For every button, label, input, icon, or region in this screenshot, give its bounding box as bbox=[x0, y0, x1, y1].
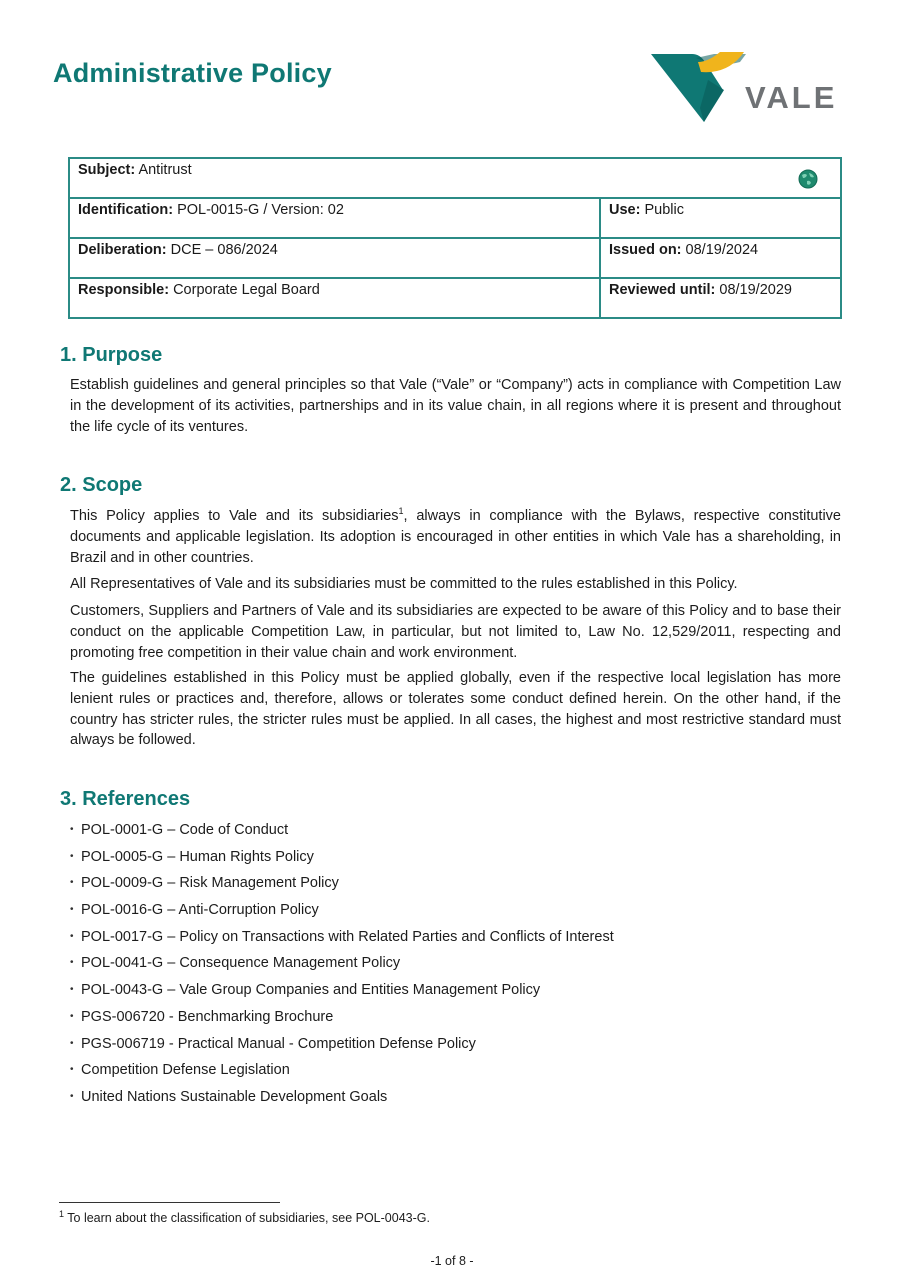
globe-icon bbox=[798, 169, 818, 189]
use-value: Public bbox=[644, 202, 684, 218]
footnote-divider bbox=[59, 1202, 280, 1203]
table-row bbox=[69, 158, 841, 198]
use-label: Use: bbox=[609, 202, 641, 218]
reviewed-value: 08/19/2029 bbox=[719, 282, 792, 298]
footnote-mark: 1 bbox=[59, 1208, 65, 1219]
use-cell bbox=[600, 198, 841, 238]
purpose-paragraph: Establish guidelines and general principles so that Vale (“Vale” or “Company”) acts in compliance with Competition Law in the development of its activities, partnerships and in its value chain, in all regions where it is present and throughout the life cycle of its ventures. bbox=[70, 377, 841, 435]
list-item: • POL-0001-G – Code of Conduct bbox=[70, 820, 614, 847]
references-heading: 3. References bbox=[60, 788, 191, 810]
scope-heading: 2. Scope bbox=[60, 474, 143, 496]
scope-paragraph-1 bbox=[70, 506, 841, 568]
list-item: • Competition Defense Legislation bbox=[70, 1060, 614, 1087]
identification-label: Identification: bbox=[78, 202, 174, 218]
scope-paragraph-2: All Representatives of Vale and its subsidiaries must be committed to the rules established in this Policy. bbox=[70, 576, 738, 592]
list-item: • POL-0009-G – Risk Management Policy bbox=[70, 873, 614, 900]
scope-p1-start: This Policy applies to Vale and its subsidiaries bbox=[70, 508, 399, 524]
table-row bbox=[69, 278, 841, 318]
policy-info-table bbox=[68, 157, 842, 319]
list-item: • POL-0041-G – Consequence Management Policy bbox=[70, 953, 614, 980]
deliberation-label: Deliberation: bbox=[78, 242, 167, 258]
vale-logo-text: VALE bbox=[745, 80, 838, 115]
table-row bbox=[69, 198, 841, 238]
page-title: Administrative Policy bbox=[53, 58, 332, 88]
reviewed-cell bbox=[600, 278, 841, 318]
responsible-label: Responsible: bbox=[78, 282, 170, 298]
issued-label: Issued on: bbox=[609, 242, 682, 258]
issued-value: 08/19/2024 bbox=[685, 242, 759, 258]
references-list bbox=[70, 820, 614, 1114]
page-number: -1 of 8 - bbox=[430, 1254, 474, 1268]
subject-value: Antitrust bbox=[138, 162, 192, 178]
responsible-cell bbox=[69, 278, 600, 318]
table-row bbox=[69, 238, 841, 278]
purpose-heading: 1. Purpose bbox=[60, 344, 163, 366]
scope-paragraph-4: The guidelines established in this Policy must be applied globally, even if the respective local legislation has more lenient rules or practices and, therefore, allows or tolerates some conduct defined herein. On the other hand, if the country has stricter rules, the stricter rules must be applied. In all cases, the highest and most restrictive standard must always be followed. bbox=[70, 670, 841, 749]
footnote-ref: 1 bbox=[398, 506, 404, 517]
footnote-text: To learn about the classification of subsidiaries, see POL-0043-G. bbox=[64, 1211, 430, 1225]
deliberation-cell bbox=[69, 238, 600, 278]
list-item: • PGS-006719 - Practical Manual - Competition Defense Policy bbox=[70, 1034, 614, 1061]
list-item: • POL-0005-G – Human Rights Policy bbox=[70, 847, 614, 874]
scope-p1-end: , always in compliance with the Bylaws, respective constitutive documents and applicable legislation. Its adoption is encouraged in other entities in which Vale has a shareholding, in Brazil and in other countries. bbox=[70, 508, 841, 566]
identification-value: POL-0015-G / Version: 02 bbox=[177, 202, 344, 218]
footnote bbox=[59, 1208, 430, 1225]
subject-cell bbox=[69, 158, 841, 198]
responsible-value: Corporate Legal Board bbox=[173, 282, 320, 298]
list-item: • POL-0016-G – Anti-Corruption Policy bbox=[70, 900, 614, 927]
list-item: • PGS-006720 - Benchmarking Brochure bbox=[70, 1007, 614, 1034]
issued-cell bbox=[600, 238, 841, 278]
deliberation-value: DCE – 086/2024 bbox=[170, 242, 278, 258]
reviewed-label: Reviewed until: bbox=[609, 282, 716, 298]
list-item: • POL-0043-G – Vale Group Companies and Entities Management Policy bbox=[70, 980, 614, 1007]
list-item: • United Nations Sustainable Development Goals bbox=[70, 1087, 614, 1114]
list-item: • POL-0017-G – Policy on Transactions with Related Parties and Conflicts of Interest bbox=[70, 927, 614, 954]
scope-paragraph-3: Customers, Suppliers and Partners of Vale and its subsidiaries are expected to be aware of this Policy and to base their conduct on the applicable Competition Law, in particular, but not limited to, Law No. 12,529/2011, respecting and promoting free competition in their value chain and work environment. bbox=[70, 603, 841, 661]
identification-cell bbox=[69, 198, 600, 238]
subject-label: Subject: bbox=[78, 162, 136, 178]
